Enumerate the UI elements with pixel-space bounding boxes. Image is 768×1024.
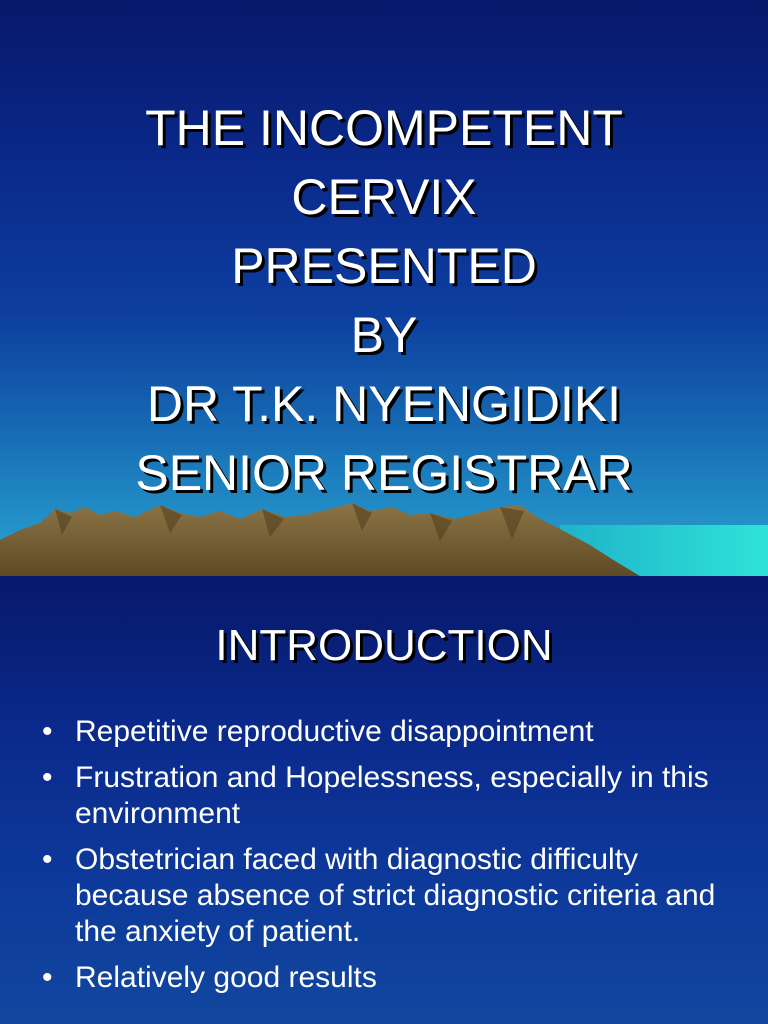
title-line: SENIOR REGISTRAR xyxy=(135,445,633,501)
slide-heading: INTRODUCTION xyxy=(215,621,553,670)
bullet-list xyxy=(42,714,742,1006)
mountain-range xyxy=(0,503,640,576)
bullet-item: • Relatively good results xyxy=(42,960,742,996)
title-line: BY xyxy=(350,307,418,363)
bullet-item: • Frustration and Hopelessness, especially in this environment xyxy=(42,760,742,832)
title-line: CERVIX xyxy=(291,169,477,225)
slide-title xyxy=(0,94,768,508)
title-line: THE INCOMPETENT xyxy=(145,100,623,156)
title-line: PRESENTED xyxy=(231,238,537,294)
introduction-slide xyxy=(0,576,768,1024)
mountain-landscape xyxy=(0,495,768,576)
bullet-item: • Obstetrician faced with diagnostic difficulty because absence of strict diagnostic criteria and the anxiety of patient. xyxy=(42,842,742,950)
title-line: DR T.K. NYENGIDIKI xyxy=(146,376,622,432)
bullet-item: • Repetitive reproductive disappointment xyxy=(42,714,742,750)
